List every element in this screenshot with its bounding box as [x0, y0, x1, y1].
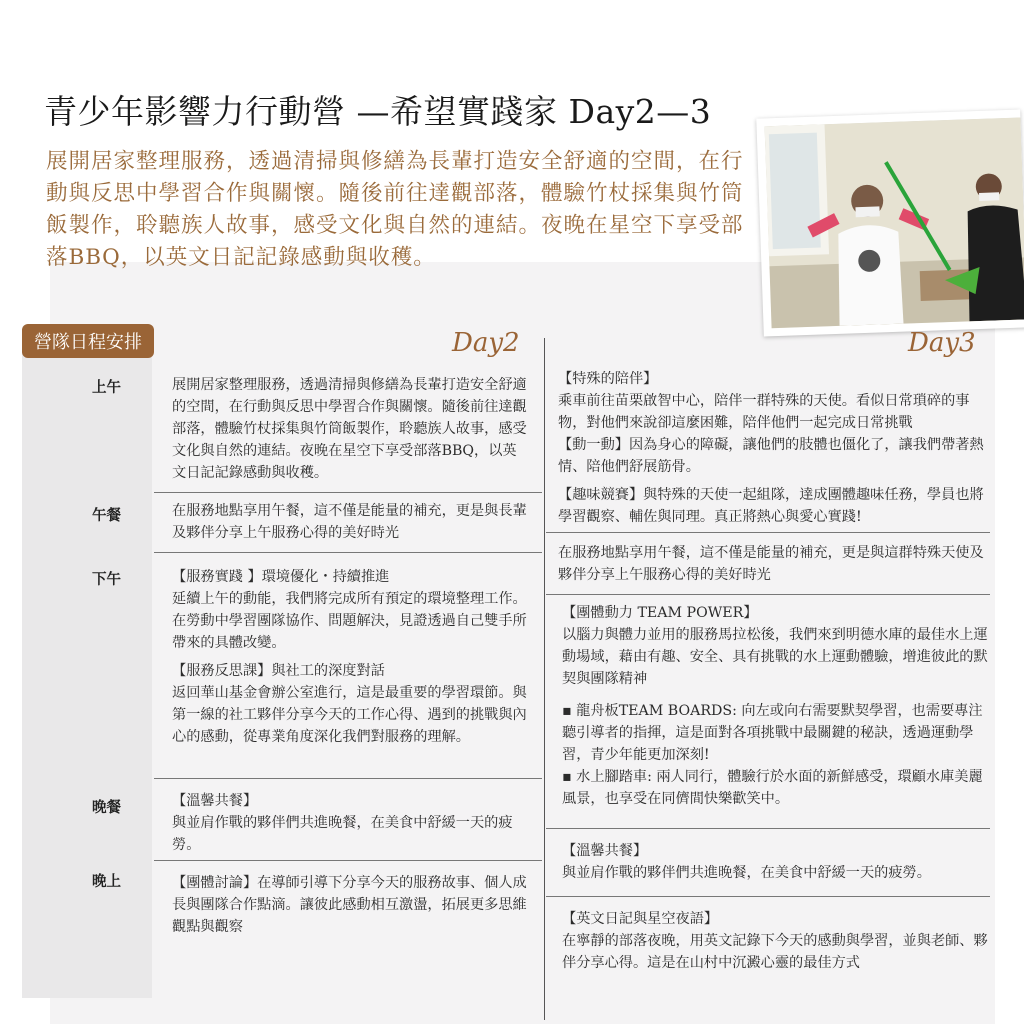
- day3-evening-head: 【英文日記與星空夜語】: [562, 911, 719, 927]
- day2-lunch-text: 在服務地點享用午餐，這不僅是能量的補充，更是與長輩及夥伴分享上午服務心得的美好時光: [172, 503, 527, 541]
- day2-evening: [172, 872, 530, 938]
- time-label-dinner: 晚餐: [92, 799, 121, 816]
- schedule-badge: 營隊日程安排: [22, 324, 154, 358]
- day3-morning-2: 【動一動】因為身心的障礙，讓他們的肢體也僵化了，讓我們帶著熱情、陪他們舒展筋骨。: [558, 437, 984, 475]
- divider: [154, 778, 542, 779]
- day3-evening: [562, 908, 990, 974]
- day2-morning-text: 展開居家整理服務，透過清掃與修繕為長輩打造安全舒適的空間，在行動與反思中學習合作與關懷。隨後前往達觀部落，體驗竹杖採集與竹筒飯製作，聆聽族人故事，感受文化與自然的連結。夜晚在星空下享受部落BBQ，以英文日記記錄感動與收穫。: [172, 377, 527, 481]
- divider: [546, 532, 990, 533]
- day2-dinner-head: 【溫馨共餐】: [172, 793, 258, 809]
- day3-afternoon-bullet-2: ▪ 水上腳踏車: 兩人同行，體驗行於水面的新鮮感受，環顧水庫美麗風景，也享受在同儕間快樂歡笑中。: [562, 769, 983, 807]
- day3-title: Day3: [908, 328, 976, 358]
- day2-lunch: [172, 500, 530, 544]
- page-title: 青少年影響力行動營 —希望實踐家 Day2—3: [44, 92, 712, 131]
- day3-morning-3: 【趣味競賽】與特殊的天使一起組隊，達成團體趣味任務，學員也將學習觀察、輔佐與同理。真正將熱心與愛心實踐!: [558, 487, 984, 525]
- day3-lunch: [558, 542, 990, 586]
- day2-dinner-body: 與並肩作戰的夥伴們共進晚餐，在美食中舒緩一天的疲勞。: [172, 815, 513, 853]
- day2-title: Day2: [452, 328, 520, 358]
- divider: [546, 828, 990, 829]
- day2-evening-text: 【團體討論】在導師引導下分享今天的服務故事、個人成長與團隊合作點滴。讓彼此感動相互激盪，拓展更多思維觀點與觀察: [172, 875, 527, 935]
- day3-dinner-body: 與並肩作戰的夥伴們共進晚餐，在美食中舒緩一天的疲勞。: [562, 865, 931, 881]
- divider: [154, 492, 542, 493]
- day3-lunch-text: 在服務地點享用午餐，這不僅是能量的補充，更是與這群特殊天使及夥伴分享上午服務心得的美好時光: [558, 545, 984, 583]
- day3-afternoon-bullet-1: ▪ 龍舟板TEAM BOARDS: 向左或向右需要默契學習，也需要專注聽引導者的指揮，這是面對各項挑戰中最關鍵的秘訣，透過運動學習，青少年能更加深刻!: [562, 703, 983, 763]
- divider: [154, 860, 542, 861]
- column-divider: [544, 338, 545, 1020]
- time-label-evening: 晚上: [92, 873, 121, 890]
- activity-photo: [756, 109, 1024, 336]
- day3-dinner: [562, 840, 990, 884]
- time-label-lunch: 午餐: [92, 507, 121, 524]
- time-column-bg: [22, 348, 152, 998]
- day3-morning: [558, 368, 990, 528]
- time-label-morning: 上午: [92, 379, 121, 396]
- day3-evening-body: 在寧靜的部落夜晚，用英文記錄下今天的感動與學習，並與老師、夥伴分享心得。這是在山村中沉澱心靈的最佳方式: [562, 933, 988, 971]
- intro-paragraph: 展開居家整理服務，透過清掃與修繕為長輩打造安全舒適的空間，在行動與反思中學習合作與關懷。隨後前往達觀部落，體驗竹杖採集與竹筒飯製作，聆聽族人故事，感受文化與自然的連結。夜晚在星空下享受部落BBQ，以英文日記記錄感動與收穫。: [46, 149, 744, 270]
- day2-dinner: [172, 790, 530, 856]
- day3-afternoon: [562, 602, 990, 810]
- day2-afternoon-2-body: 返回華山基金會辦公室進行，這是最重要的學習環節。與第一線的社工夥伴分享今天的工作心得、遇到的挑戰與內心的感動，從專業角度深化我們對服務的理解。: [172, 685, 527, 745]
- day2-afternoon-2-head: 【服務反思課】與社工的深度對話: [172, 663, 385, 679]
- day2-afternoon-1-head: 【服務實踐 】環境優化・持續推進: [172, 569, 390, 585]
- photo-illustration: [765, 117, 1024, 328]
- divider: [546, 594, 990, 595]
- day3-morning-1-head: 【特殊的陪伴】: [558, 371, 658, 387]
- day2-morning: [172, 374, 530, 484]
- day3-morning-1-body: 乘車前往苗栗啟智中心，陪伴一群特殊的天使。看似日常瑣碎的事物，對他們來說卻這麼困難，陪伴他們一起完成日常挑戰: [558, 393, 970, 431]
- day2-afternoon-1-body: 延續上午的動能，我們將完成所有預定的環境整理工作。在勞動中學習團隊協作、問題解決，見證透過自己雙手所帶來的具體改變。: [172, 591, 527, 651]
- divider: [154, 552, 542, 553]
- day3-dinner-head: 【溫馨共餐】: [562, 843, 648, 859]
- day2-afternoon: [172, 566, 530, 748]
- divider: [546, 896, 990, 897]
- time-label-afternoon: 下午: [92, 571, 121, 588]
- day3-afternoon-body: 以腦力與體力並用的服務馬拉松後，我們來到明德水庫的最佳水上運動場域，藉由有趣、安全、具有挑戰的水上運動體驗，增進彼此的默契與團隊精神: [562, 627, 988, 687]
- day3-afternoon-head: 【團體動力 TEAM POWER】: [562, 605, 758, 621]
